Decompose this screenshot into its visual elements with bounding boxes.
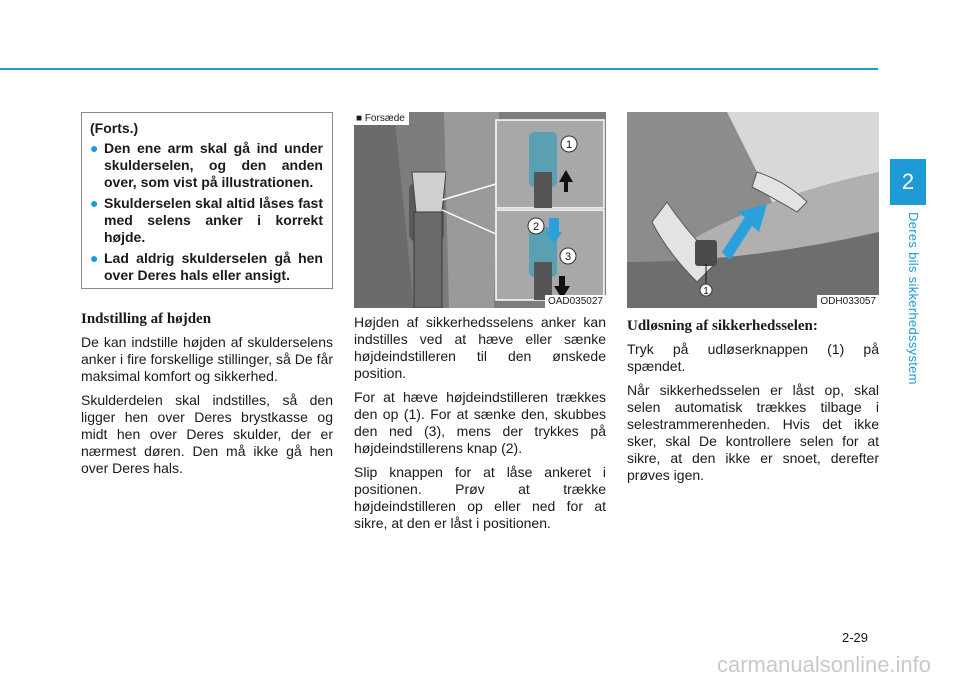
adjust-paragraph: For at hæve højdeindstilleren trækkes den op (1). For at sænke den, skubbes den ned (3), mens der trykkes på højdeindstillerens knap (2).	[354, 389, 606, 456]
callout-2: 2	[532, 221, 540, 233]
note-heading: (Forts.)	[90, 120, 139, 136]
bullet-icon: ●	[90, 140, 99, 156]
note-bullet: ● Lad aldrig skulderselen gå hen over Deres hals eller ansigt.	[90, 250, 323, 283]
page-number: 2-29	[842, 630, 869, 645]
figure-code: ODH033057	[817, 295, 879, 308]
figure-buckle-release	[627, 112, 879, 308]
height-adjuster-illustration	[354, 112, 606, 308]
middle-column	[354, 112, 606, 539]
callout-1: 1	[703, 286, 709, 297]
callout-1: 1	[565, 139, 573, 151]
buckle-release-illustration	[627, 112, 879, 308]
figure-height-adjuster	[354, 112, 606, 308]
chapter-number: 2	[901, 169, 915, 194]
height-section-heading: Indstilling af højden	[81, 311, 212, 327]
release-paragraph: Når sikkerhedsselen er låst op, skal selen automatisk trækkes tilbage i selestrammerenheden. Hvis det ikke sker, skal De kontrollere selen for at sikre, at den ikke er snoet, derefter prøves igen.	[627, 382, 879, 483]
chapter-tab[interactable]	[890, 159, 926, 205]
warning-note-box	[81, 112, 333, 289]
note-bullet: ● Skulderselen skal altid låses fast med selens anker i korrekt højde.	[90, 195, 323, 245]
callout-3: 3	[564, 251, 572, 263]
figure-label: ■ Forsæde	[354, 112, 409, 125]
height-paragraph: De kan indstille højden af skulderselens anker i fire forskellige stillinger, så De får maksimal komfort og sikkerhed.	[81, 334, 333, 384]
adjust-paragraph: Højden af sikkerhedsselens anker kan indstilles ved at hæve eller sænke højdeindstilleren til den ønskede position.	[354, 314, 606, 381]
release-section-heading: Udløsning af sikkerhedsselen:	[627, 318, 818, 334]
height-paragraph: Skulderdelen skal indstilles, så den ligger hen over Deres brystkasse og midt hen over Deres skulder, der er nærmest døren. Den må ikke gå hen over Deres hals.	[81, 392, 333, 476]
bullet-icon: ●	[90, 250, 99, 266]
note-bullet-list	[90, 140, 323, 284]
chapter-title: Deres bils sikkerhedssystem	[906, 212, 921, 385]
watermark-text: carmanualsonline.info	[717, 652, 932, 677]
bullet-icon: ●	[90, 195, 99, 211]
note-bullet: ● Den ene arm skal gå ind under skulderselen, og den anden over, som vist på illustrationen.	[90, 140, 323, 190]
right-column	[627, 112, 879, 491]
header-rule	[0, 68, 878, 70]
figure-code: OAD035027	[545, 295, 606, 308]
adjust-paragraph: Slip knappen for at låse ankeret i positionen. Prøv at trække højdeindstilleren op eller ned for at sikre, at den er låst i positionen.	[354, 464, 606, 531]
left-column	[81, 112, 333, 484]
release-paragraph: Tryk på udløserknappen (1) på spændet.	[627, 341, 879, 374]
